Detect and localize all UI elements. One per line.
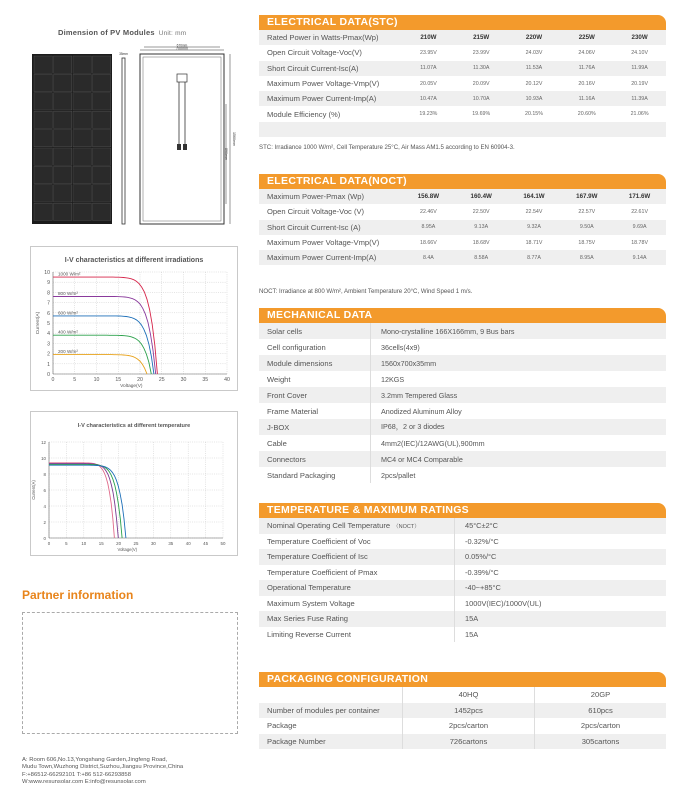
noct-row-value: 8.95A	[421, 224, 436, 231]
temperature-label-suffix: （NOCT）	[393, 523, 420, 530]
dim-frame: 35mm	[119, 52, 128, 56]
temperature-label-text: Temperature Coefficient of Voc	[267, 536, 371, 546]
contact-address	[22, 757, 242, 787]
mechanical-label: Cable	[259, 435, 371, 451]
solar-cell	[93, 93, 111, 110]
dim-height-inner: 890mm	[224, 148, 228, 160]
iv-curve	[49, 463, 114, 538]
temperature-row	[259, 596, 666, 612]
packaging-value: 305cartons	[534, 734, 666, 750]
x-tick-label: 30	[150, 541, 156, 546]
stc-note: STC: Irradiance 1000 W/m², Cell Temperature 25°C, Air Mass AM1.5 according to EN 60904-3.	[259, 144, 515, 151]
temperature-label	[259, 627, 455, 643]
noct-row-label: Maximum Power Voltage-Vmp(V)	[267, 238, 380, 248]
stc-row-value: 23.99V	[472, 49, 490, 56]
module-drawings	[22, 44, 236, 234]
noct-row-value: 22.57V	[578, 208, 596, 215]
noct-row	[259, 235, 666, 250]
solar-cell	[54, 166, 72, 183]
mechanical-row	[259, 387, 666, 403]
stc-row	[259, 45, 666, 60]
solar-cell	[54, 93, 72, 110]
mechanical-label: Solar cells	[259, 323, 371, 339]
phone-fax-line: F:+86512-66292101 T:+86 512-66293858	[22, 771, 131, 778]
mechanical-label: Frame Material	[259, 403, 371, 419]
y-tick-label: 6	[43, 488, 46, 493]
iv-irradiation-plot	[31, 247, 237, 390]
mechanical-value: IP68，2 or 3 diodes	[381, 422, 445, 431]
stc-row-value: 11.53A	[525, 65, 543, 72]
stc-row-label: Module Efficiency (%)	[267, 109, 341, 119]
solar-cell	[34, 185, 52, 202]
noct-row-value: 18.66V	[420, 239, 437, 246]
x-tick-label: 40	[185, 541, 191, 546]
dimension-title-text: Dimension of PV Modules	[58, 28, 155, 37]
mechanical-section	[259, 308, 666, 483]
x-tick-label: 45	[203, 541, 209, 546]
mechanical-label: Standard Packaging	[259, 467, 371, 483]
solar-cell	[34, 130, 52, 147]
mechanical-value: 36cells(4x9)	[381, 342, 420, 352]
stc-row-value: 20.19V	[631, 80, 648, 87]
x-tick-label: 10	[93, 377, 100, 383]
dim-width-inner: 670mm	[176, 44, 188, 48]
temperature-row	[259, 565, 666, 581]
mechanical-label: Connectors	[259, 451, 371, 467]
iv-curve	[53, 355, 147, 374]
noct-row-value: 22.54V	[525, 208, 543, 215]
temperature-row	[259, 627, 666, 643]
stc-row-value: 20.12V	[525, 80, 543, 87]
y-tick-label: 2	[47, 351, 50, 358]
solar-cell	[54, 185, 72, 202]
temperature-value: 15A	[465, 614, 479, 624]
solar-cell	[73, 148, 91, 165]
x-tick-label: 15	[115, 377, 122, 383]
stc-row-value: 10.47A	[420, 95, 437, 102]
x-tick-label: 35	[202, 377, 209, 383]
solar-cell	[73, 93, 91, 110]
x-tick-label: 0	[51, 377, 55, 383]
temperature-label-text: Limiting Reverse Current	[267, 629, 351, 639]
module-side-view	[122, 58, 125, 224]
stc-row-value: 11.30A	[472, 65, 490, 72]
series-label: 1000 W/m²	[58, 271, 81, 277]
stc-row-value: 20.15%	[525, 111, 543, 118]
packaging-blank-row	[259, 749, 666, 765]
x-tick-label: 5	[73, 377, 77, 383]
stc-row-value: 11.16A	[578, 95, 595, 102]
mechanical-value: 3.2mm Tempered Glass	[381, 390, 458, 400]
noct-row	[259, 189, 666, 204]
noct-row-value: 18.78V	[631, 239, 648, 246]
packaging-label: Number of modules per container	[267, 705, 380, 715]
noct-row	[259, 220, 666, 235]
mechanical-row	[259, 451, 666, 467]
temperature-value: 1000V(IEC)/1000V(UL)	[465, 598, 542, 608]
x-tick-label: 15	[98, 541, 104, 546]
noct-row-value: 8.77A	[527, 254, 541, 261]
dim-height-outer: 1560mm	[232, 132, 236, 146]
solar-cell	[54, 111, 72, 128]
packaging-column-header: 40HQ	[402, 687, 534, 703]
y-tick-label: 12	[41, 440, 46, 445]
stc-row-label: Short Circuit Current-Isc(A)	[267, 63, 359, 73]
noct-row-value: 18.75V	[578, 239, 596, 246]
stc-row-value: 20.60%	[577, 111, 596, 118]
noct-row	[259, 250, 666, 265]
stc-row-value: 20.09V	[472, 80, 490, 87]
x-tick-label: 25	[133, 541, 139, 546]
y-tick-label: 8	[47, 290, 50, 297]
temperature-label	[259, 596, 455, 612]
mechanical-value: 4mm2(IEC)/12AWG(UL),900mm	[381, 438, 485, 448]
chart-title: I-V characteristics at different irradiations	[64, 257, 204, 264]
stc-blank-row	[259, 122, 666, 137]
dimension-unit: Unit: mm	[158, 30, 187, 37]
y-tick-label: 10	[41, 456, 46, 461]
noct-row-value: 164.1W	[523, 193, 545, 201]
mechanical-row	[259, 467, 666, 483]
solar-cell	[34, 56, 52, 73]
module-front-view	[32, 54, 112, 224]
packaging-label: Package	[267, 721, 297, 731]
mechanical-value: MC4 or MC4 Comparable	[381, 454, 463, 464]
partner-box	[22, 612, 238, 734]
y-tick-label: 0	[47, 372, 50, 378]
stc-row-label: Maximum Power Voltage-Vmp(V)	[267, 79, 380, 89]
y-tick-label: 1	[47, 361, 50, 368]
mechanical-value: Mono-crystalline 166X166mm, 9 Bus bars	[381, 326, 515, 336]
dimension-title	[58, 28, 186, 37]
x-tick-label: 40	[224, 377, 230, 383]
x-tick-label: 5	[65, 541, 68, 546]
solar-cell	[34, 203, 52, 220]
mechanical-value: Anodized Aluminum Alloy	[381, 406, 462, 416]
temperature-value: -0.39%/°C	[465, 567, 499, 577]
solar-cell	[73, 74, 91, 91]
noct-row-label: Open Circuit Voltage-Voc (V)	[267, 207, 365, 217]
y-tick-label: 2	[43, 520, 46, 525]
mechanical-row	[259, 419, 666, 435]
stc-row-label: Open Circuit Voltage-Voc(V)	[267, 48, 362, 58]
solar-cell	[54, 203, 72, 220]
stc-row-value: 19.23%	[419, 111, 438, 118]
module-back-view	[140, 47, 230, 224]
noct-row-value: 18.68V	[472, 239, 490, 246]
packaging-row	[259, 718, 666, 734]
packaging-value: 726cartons	[402, 734, 534, 750]
solar-cell	[93, 203, 111, 220]
solar-cell	[34, 166, 52, 183]
noct-table	[259, 189, 666, 265]
stc-section	[259, 15, 666, 137]
packaging-value: 1452pcs	[402, 703, 534, 719]
packaging-header-row	[259, 687, 666, 703]
solar-cell	[73, 166, 91, 183]
noct-note: NOCT: Irradiance at 800 W/m², Ambient Temperature 20°C, Wind Speed 1 m/s.	[259, 288, 473, 295]
noct-row-value: 160.4W	[470, 193, 492, 201]
stc-row-value: 11.99A	[631, 65, 648, 72]
address-line: A: Room 606,No.13,Yongshang Garden,Jingfeng Road,	[22, 757, 168, 763]
temperature-row	[259, 518, 666, 534]
x-tick-label: 0	[47, 541, 51, 546]
stc-row-value: 11.39A	[631, 95, 648, 102]
series-label: 400 W/m²	[58, 329, 78, 335]
solar-cell	[54, 56, 72, 73]
mechanical-value: 2pcs/pallet	[381, 470, 416, 480]
stc-row-value: 225W	[578, 34, 595, 42]
stc-row-label: Maximum Power Current-Imp(A)	[267, 94, 377, 104]
x-tick-label: 25	[158, 377, 165, 383]
solar-cell	[93, 148, 111, 165]
mechanical-label: Front Cover	[259, 387, 371, 403]
noct-row-value: 171.6W	[628, 193, 651, 201]
series-label: 800 W/m²	[58, 290, 78, 296]
stc-row	[259, 30, 666, 45]
temperature-value: -40~+85°C	[465, 583, 501, 593]
stc-row	[259, 91, 666, 106]
y-axis-label: Current(A)	[31, 480, 36, 500]
stc-row-value: 215W	[473, 34, 490, 42]
stc-row	[259, 76, 666, 91]
stc-row-value: 23.95V	[420, 49, 437, 56]
packaging-value: 610pcs	[534, 703, 666, 719]
partner-title: Partner information	[22, 588, 134, 602]
solar-cell	[73, 185, 91, 202]
solar-cell	[93, 166, 111, 183]
solar-cell	[34, 74, 52, 91]
noct-row-value: 22.50V	[472, 208, 490, 215]
x-tick-label: 30	[180, 377, 187, 383]
noct-row-value: 18.71V	[525, 239, 543, 246]
y-tick-label: 5	[47, 321, 50, 327]
temperature-value: 15A	[465, 629, 479, 639]
solar-cell	[73, 56, 91, 73]
x-axis-label: Voltage(V)	[117, 547, 138, 552]
mechanical-value: 12KGS	[381, 374, 405, 384]
noct-row-label: Maximum Power-Pmax (Wp)	[267, 192, 365, 202]
noct-row	[259, 204, 666, 219]
stc-row-value: 210W	[420, 34, 437, 42]
packaging-value: 2pcs/carton	[534, 718, 666, 734]
temperature-value: 0.05%/°C	[465, 552, 497, 562]
temperature-row	[259, 534, 666, 550]
packaging-title: PACKAGING CONFIGURATION	[259, 672, 666, 687]
iv-irradiation-chart	[30, 246, 238, 391]
y-tick-label: 10	[44, 270, 50, 276]
address-line: Mudu Town,Wuzhong District,Suzhou,Jiangsu Province,China	[22, 764, 184, 771]
stc-row	[259, 106, 666, 121]
solar-cell	[73, 130, 91, 147]
solar-cell	[73, 111, 91, 128]
mechanical-label: Cell configuration	[259, 339, 371, 355]
temperature-table	[259, 518, 666, 642]
stc-row-value: 230W	[631, 34, 648, 42]
stc-row-value: 20.05V	[420, 80, 437, 87]
temperature-row	[259, 580, 666, 596]
mechanical-row	[259, 339, 666, 355]
stc-row-value: 10.93A	[525, 95, 543, 102]
noct-row-value: 9.69A	[632, 224, 647, 231]
noct-row-value: 167.9W	[576, 193, 598, 201]
solar-cell	[93, 111, 111, 128]
y-tick-label: 4	[43, 504, 46, 509]
x-tick-label: 35	[168, 541, 174, 546]
solar-cell	[34, 111, 52, 128]
mechanical-value: 1560x700x35mm	[381, 358, 437, 368]
packaging-section	[259, 672, 666, 765]
mechanical-title: MECHANICAL DATA	[259, 308, 666, 323]
solar-cell	[93, 185, 111, 202]
stc-row-value: 21.06%	[630, 111, 649, 118]
temperature-label-text: Nominal Operating Cell Temperature	[267, 521, 391, 531]
x-tick-label: 10	[81, 541, 87, 546]
packaging-table	[259, 687, 666, 765]
stc-row-value: 11.07A	[420, 65, 437, 72]
packaging-label: Package Number	[267, 736, 326, 746]
packaging-row	[259, 734, 666, 750]
stc-row-value: 19.69%	[472, 111, 491, 118]
stc-row-value: 20.16V	[578, 80, 596, 87]
solar-cell	[54, 130, 72, 147]
temperature-value: 45°C±2°C	[465, 521, 498, 531]
series-label: 200 W/m²	[58, 349, 78, 355]
noct-row-label: Short Circuit Current-Isc (A)	[267, 222, 361, 232]
noct-row-value: 8.4A	[422, 254, 434, 261]
mechanical-row	[259, 435, 666, 451]
noct-row-value: 8.58A	[474, 254, 489, 261]
solar-cell	[34, 148, 52, 165]
noct-row-value: 22.61V	[631, 208, 648, 215]
mechanical-row	[259, 355, 666, 371]
y-tick-label: 4	[47, 331, 50, 338]
x-tick-label: 20	[116, 541, 122, 546]
solar-cell	[93, 56, 111, 73]
packaging-value: 2pcs/carton	[402, 718, 534, 734]
mechanical-row	[259, 371, 666, 387]
stc-row-value: 11.76A	[578, 65, 595, 72]
dim-width-outer: 700mm	[176, 46, 188, 51]
temperature-row	[259, 611, 666, 627]
temperature-label	[259, 565, 455, 581]
noct-section	[259, 174, 666, 265]
mechanical-row	[259, 323, 666, 339]
iv-curve	[53, 316, 154, 374]
temperature-title: TEMPERATURE & MAXIMUM RATINGS	[259, 503, 666, 518]
series-label: 600 W/m²	[58, 310, 78, 316]
noct-row-value: 8.95A	[579, 254, 594, 261]
chart-title: I-V characteristics at different temperature	[77, 423, 191, 429]
x-tick-label: 50	[220, 541, 226, 546]
temperature-section	[259, 503, 666, 642]
noct-row-label: Maximum Power Current-Imp(A)	[267, 253, 377, 263]
noct-row-value: 156.8W	[417, 193, 440, 201]
x-axis-label: Voltage(V)	[120, 384, 143, 389]
stc-row-value: 24.10V	[631, 49, 648, 56]
y-tick-label: 3	[47, 341, 50, 348]
mechanical-label: J-BOX	[259, 419, 371, 435]
solar-cell	[93, 130, 111, 147]
packaging-row	[259, 703, 666, 719]
web-email-line: W:www.resunsolar.com E:info@resunsolar.com	[22, 779, 146, 786]
stc-row-value: 24.06V	[578, 49, 596, 56]
noct-row-value: 22.46V	[420, 208, 437, 215]
noct-row-value: 9.32A	[527, 224, 541, 231]
solar-cell	[34, 93, 52, 110]
mechanical-row	[259, 403, 666, 419]
noct-row-value: 9.14A	[632, 254, 647, 261]
y-tick-label: 0	[43, 536, 46, 541]
temperature-label	[259, 549, 455, 565]
noct-row-value: 9.50A	[579, 224, 594, 231]
y-tick-label: 6	[47, 310, 50, 317]
temperature-label	[259, 611, 455, 627]
temperature-label	[259, 534, 455, 550]
solar-cell	[54, 148, 72, 165]
stc-row-label: Rated Power in Watts-Pmax(Wp)	[267, 33, 379, 43]
packaging-column-header: 20GP	[534, 687, 666, 703]
mechanical-label: Module dimensions	[259, 355, 371, 371]
temperature-label	[259, 580, 455, 596]
stc-row	[259, 61, 666, 76]
stc-row-value: 10.70A	[472, 95, 490, 102]
iv-temperature-chart	[30, 411, 238, 556]
y-tick-label: 9	[47, 280, 50, 287]
temperature-label	[259, 518, 455, 534]
temperature-label-text: Operational Temperature	[267, 583, 351, 593]
noct-row-value: 9.13A	[474, 224, 489, 231]
temperature-value: -0.32%/°C	[465, 536, 499, 546]
noct-title: ELECTRICAL DATA(NOCT)	[259, 174, 666, 189]
solar-cell	[93, 74, 111, 91]
temperature-label-text: Max Series Fuse Rating	[267, 614, 349, 624]
mechanical-label: Weight	[259, 371, 371, 387]
temperature-label-text: Temperature Coefficient of Isc	[267, 552, 368, 562]
y-axis-label: Current(A)	[36, 311, 41, 335]
temperature-label-text: Maximum System Voltage	[267, 598, 355, 608]
stc-row-value: 24.03V	[525, 49, 543, 56]
stc-row-value: 220W	[525, 34, 543, 42]
stc-table	[259, 30, 666, 137]
y-tick-label: 8	[43, 472, 46, 477]
iv-temperature-plot	[31, 412, 237, 555]
temperature-row	[259, 549, 666, 565]
iv-curve	[49, 464, 118, 538]
stc-title: ELECTRICAL DATA(STC)	[259, 15, 666, 30]
x-tick-label: 20	[137, 377, 143, 383]
solar-cell	[73, 203, 91, 220]
temperature-label-text: Temperature Coefficient of Pmax	[267, 567, 378, 577]
solar-cell	[54, 74, 72, 91]
y-tick-label: 7	[47, 300, 50, 307]
mechanical-table	[259, 323, 666, 483]
